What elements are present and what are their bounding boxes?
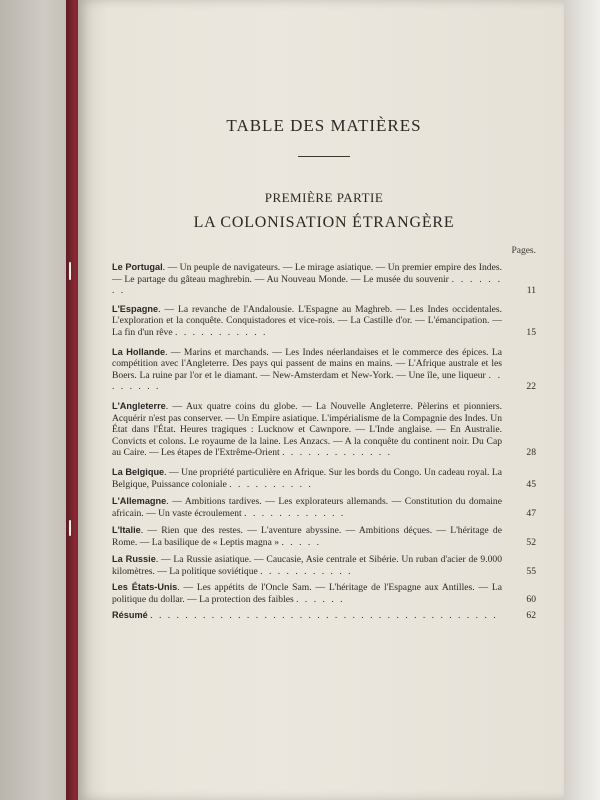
entry-text: . — Rien que des restes. — L'aventure abyssine. — Ambitions déçues. — L'héritage de Rome. — La basilique de « Leptis magna »: [112, 525, 502, 548]
entry-page-number: 22: [526, 381, 536, 393]
title-rule: [298, 156, 350, 157]
entry-text: . — Marins et marchands. — Les Indes néerlandaises et le commerce des épices. La compétition avec l'Angleterre. Des pays qui passent de mains en mains. — L'Afrique australe et les Boers. La ruine par l'or et le diamant. — New-Amsterdam et New-York. — Une île, une liqueur: [112, 346, 502, 381]
entry-page-number: 15: [526, 326, 536, 338]
part-title: LA COLONISATION ÉTRANGÈRE: [193, 214, 455, 231]
background-right: [560, 0, 600, 800]
entry-heading: L'Angleterre: [112, 400, 166, 411]
entry-text: . — Un peuple de navigateurs. — Le mirage asiatique. — Un premier empire des Indes. — Le partage du gâteau maghrebin. — Au Nouveau Monde. — Le musée du souvenir: [112, 262, 502, 285]
binding-stitch: [69, 262, 71, 280]
entry-text: . — Une propriété particulière en Afrique. Sur les bords du Congo. Un cadeau royal. La Belgique, Puissance coloniale: [112, 466, 502, 490]
toc-entry: Le Portugal. — Un peuple de navigateurs. — Le mirage asiatique. — Un premier empire des Indes. — Le partage du gâteau maghrebin. — Au Nouveau Monde. — Le musée du souvenir . . . . . . . . 11: [112, 262, 536, 297]
entry-page-number: 28: [526, 447, 536, 459]
entry-page-number: 11: [526, 285, 536, 297]
entry-text: . — Ambitions tardives. — Les explorateurs allemands. — Constitution du domaine africain. — Un vaste écroulement: [112, 496, 502, 519]
entry-heading: L'Allemagne: [112, 496, 167, 507]
entry-heading: L'Espagne: [112, 303, 159, 314]
entry-text: . — Aux quatre coins du globe. — La Nouvelle Angleterre. Pèlerins et pionniers. Acquérir n'est pas conserver. — Un Empire asiatique. L'impérialisme de la Compagnie des Indes. Un État dans l'État. Heures tragiques : Lucknow et Cawnpore. — L'Inde anglaise. — En Australie. Convicts et colons. Le royaume de la laine. Les Anzacs. — A la conquête du continent noir. Du Cap au Caire. — Les étapes de l'Extrême-Orient: [112, 400, 502, 459]
toc-entries: [112, 258, 536, 626]
entry-heading: La Hollande: [112, 346, 166, 357]
entry-page-number: 47: [526, 507, 536, 519]
entry-page-number: 45: [526, 478, 536, 490]
pages-column-label: Pages.: [511, 246, 536, 256]
entry-text: . — La Russie asiatique. — Caucasie, Asie centrale et Sibérie. Un ruban d'acier de 9.000 kilomètres. — La politique soviétique: [112, 554, 502, 578]
toc-entry: Résumé . . . . . . . . . . . . . . . . . . . . . . . . . . . . . . . . . . . . . . . . 62: [112, 609, 536, 621]
toc-entry: La Belgique. — Une propriété particulière en Afrique. Sur les bords du Congo. Un cadeau royal. La Belgique, Puissance coloniale . . . . . . . . . . 45: [112, 466, 536, 490]
book-page: [78, 0, 564, 800]
toc-entry: La Hollande. — Marins et marchands. — Les Indes néerlandaises et le commerce des épices. La compétition avec l'Angleterre. Des pays qui passent de mains en mains. — L'Afrique australe et les Boers. La ruine par l'or et le diamant. — New-Amsterdam et New-York. — Une île, une liqueur . . . . . . . . 22: [112, 346, 536, 393]
part-label: PREMIÈRE PARTIE: [264, 190, 384, 205]
toc-entry: La Russie. — La Russie asiatique. — Caucasie, Asie centrale et Sibérie. Un ruban d'acier de 9.000 kilomètres. — La politique soviétique . . . . . . . . . . . 55: [112, 554, 536, 578]
toc-entry: L'Allemagne. — Ambitions tardives. — Les explorateurs allemands. — Constitution du domaine africain. — Un vaste écroulement . . . . . . . . . . . . 47: [112, 496, 536, 519]
entry-page-number: 52: [526, 536, 536, 548]
entry-heading: La Belgique: [112, 466, 165, 477]
toc-entry: L'Italie. — Rien que des restes. — L'aventure abyssine. — Ambitions déçues. — L'héritage de Rome. — La basilique de « Leptis magna » . . . . . 52: [112, 525, 536, 548]
toc-entry: L'Espagne. — La revanche de l'Andalousie. L'Espagne au Maghreb. — Les Indes occidentales. L'exploration et la conquête. Conquistadores et vice-rois. — La Castille d'or. — L'émancipation. — La fin d'un rêve . . . . . . . . . . . 15: [112, 303, 536, 338]
binding-stitch: [69, 520, 71, 536]
entry-heading: Les États-Unis: [112, 582, 178, 593]
entry-heading: Résumé: [112, 609, 148, 620]
toc-entry: Les États-Unis. — Les appétits de l'Oncle Sam. — L'héritage de l'Espagne aux Antilles. — La politique du dollar. — La protection des faibles . . . . . . 60: [112, 582, 536, 605]
entry-text: . — La revanche de l'Andalousie. L'Espagne au Maghreb. — Les Indes occidentales. L'exploration et la conquête. Conquistadores et vice-rois. — La Castille d'or. — L'émancipation. — La fin d'un rêve: [112, 303, 502, 338]
toc-entry: L'Angleterre. — Aux quatre coins du globe. — La Nouvelle Angleterre. Pèlerins et pionniers. Acquérir n'est pas conserver. — Un Empire asiatique. L'impérialisme de la Compagnie des Indes. Un État dans l'État. Heures tragiques : Lucknow et Cawnpore. — L'Inde anglaise. — En Australie. Convicts et colons. Le royaume de la laine. Les Anzacs. — A la conquête du continent noir. Du Cap au Caire. — Les étapes de l'Extrême-Orient . . . . . . . . . . . . . 28: [112, 400, 536, 459]
entry-page-number: 55: [526, 566, 536, 578]
entry-text: . — Les appétits de l'Oncle Sam. — L'héritage de l'Espagne aux Antilles. — La politique du dollar. — La protection des faibles: [112, 582, 502, 605]
page-title: TABLE DES MATIÈRES: [226, 116, 422, 135]
entry-page-number: 60: [526, 593, 536, 605]
entry-heading: L'Italie: [112, 525, 141, 536]
entry-heading: Le Portugal: [112, 262, 163, 272]
entry-heading: La Russie: [112, 554, 156, 565]
entry-page-number: 62: [526, 609, 536, 621]
